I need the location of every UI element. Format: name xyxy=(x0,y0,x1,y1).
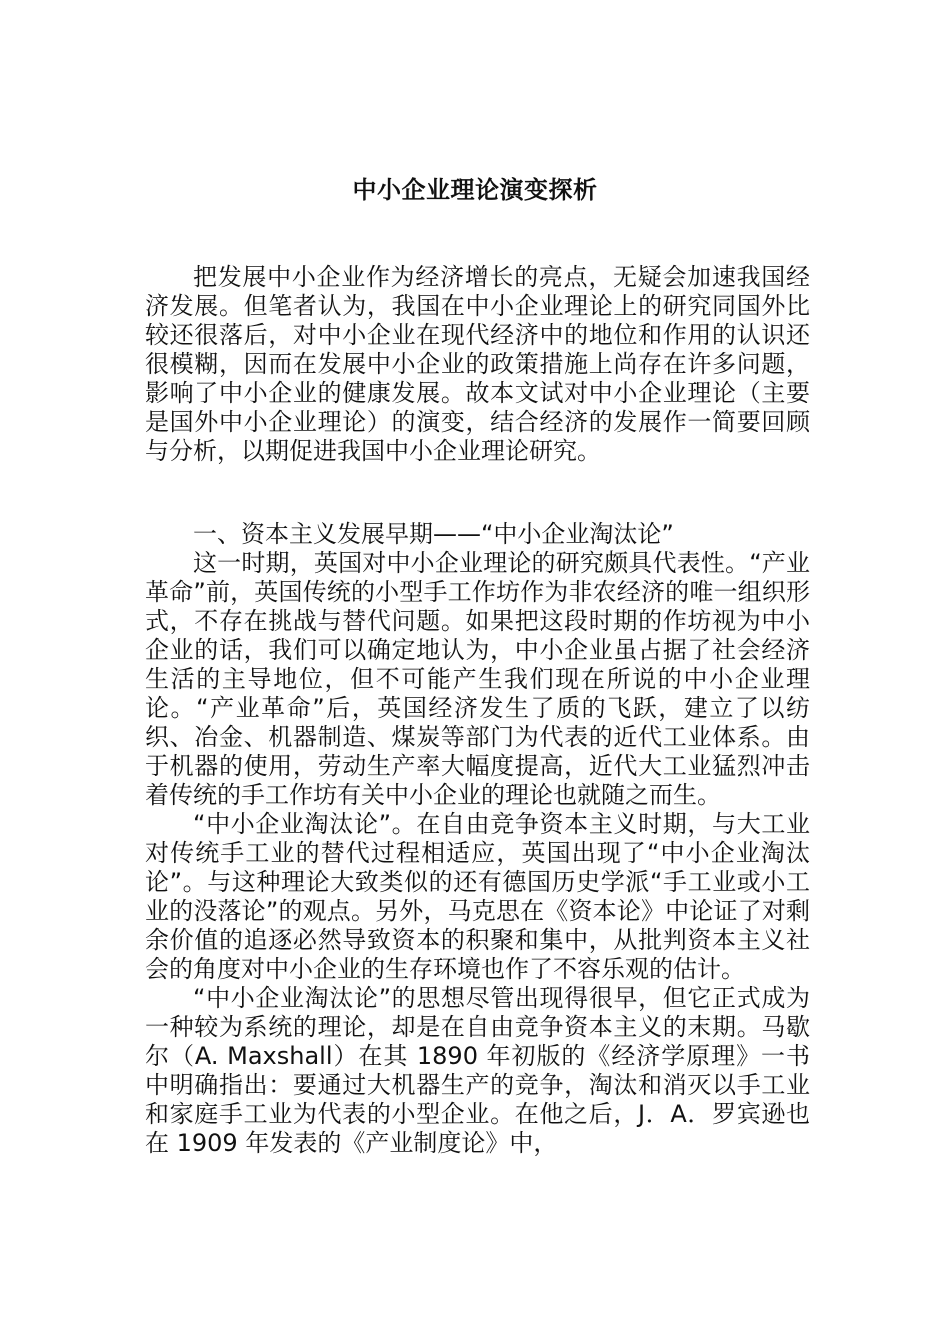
intro-paragraph: 把发展中小企业作为经济增长的亮点，无疑会加速我国经济发展。但笔者认为，我国在中小企业理论上的研究同国外比较还很落后，对中小企业在现代经济中的地位和作用的认识还很模糊，因而在发展中小企业的政策措施上尚存在许多问题，影响了中小企业的健康发展。故本文试对中小企业理论（主要是国外中小企业理论）的演变，结合经济的发展作一简要回顾与分析，以期促进我国中小企业理论研究。 xyxy=(145,263,810,465)
paragraph: “中小企业淘汰论”的思想尽管出现得很早，但它正式成为一种较为系统的理论，却是在自由竞争资本主义的末期。马歇尔（A. Maxshall）在其 1890 年初版的《经济学原理》一书中明确指出：要通过大机器生产的竞争，淘汰和消灭以手工业和家庭手工业为代表的小型企业。在他之后，J．A．罗宾逊也在 1909 年发表的《产业制度论》中， xyxy=(145,984,810,1157)
intro-block xyxy=(145,263,810,466)
document-title: 中小企业理论演变探析 xyxy=(352,176,598,204)
paragraph: “中小企业淘汰论”。在自由竞争资本主义时期，与大工业对传统手工业的替代过程相适应，英国出现了“中小企业淘汰论”。与这种理论大致类似的还有德国历史学派“手工业或小工业的没落论”的观点。另外，马克思在《资本论》中论证了对剩余价值的追逐必然导致资本的积聚和集中，从批判资本主义社会的角度对中小企业的生存环境也作了不容乐观的估计。 xyxy=(145,810,810,983)
paragraph: 这一时期，英国对中小企业理论的研究颇具代表性。“产业革命”前，英国传统的小型手工作坊作为非农经济的唯一组织形式，不存在挑战与替代问题。如果把这段时期的作坊视为中小企业的话，我们可以确定地认为，中小企业虽占据了社会经济生活的主导地位，但不可能产生我们现在所说的中小企业理论。“产业革命”后，英国经济发生了质的飞跃，建立了以纺织、冶金、机器制造、煤炭等部门为代表的近代工业体系。由于机器的使用，劳动生产率大幅度提高，近代大工业猛烈冲击着传统的手工作坊有关中小企业的理论也就随之而生。 xyxy=(145,549,810,809)
section-1 xyxy=(145,520,810,1158)
section-heading: 一、资本主义发展早期——“中小企业淘汰论” xyxy=(193,520,674,548)
